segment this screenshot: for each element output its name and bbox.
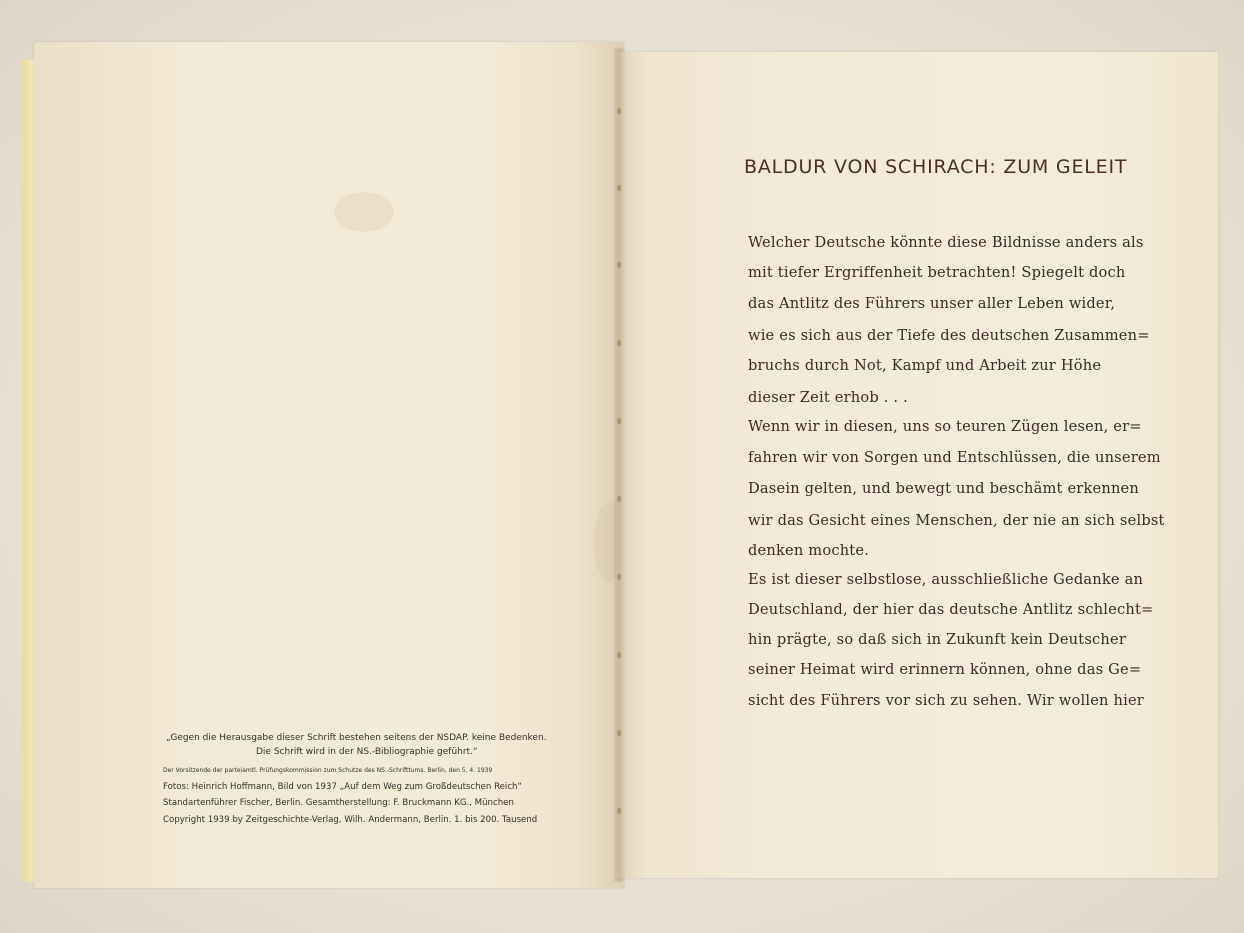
text-line: fahren wir von Sorgen und Entschlüssen, die unserem: [748, 449, 1161, 466]
text-line: Wenn wir in diesen, uns so teuren Zügen lesen, er=: [748, 418, 1142, 435]
text-line: hin prägte, so daß sich in Zukunft kein Deutscher: [748, 631, 1127, 648]
imprint-copyright: Copyright 1939 by Zeitgeschichte-Verlag, Wilh. Andermann, Berlin. 1. bis 200. Tausend: [163, 815, 538, 825]
text-line: wir das Gesicht eines Menschen, der nie an sich selbst: [748, 512, 1165, 529]
binding-stitch: [617, 185, 621, 191]
binding-stitch: [617, 418, 621, 424]
binding-stitch: [617, 340, 621, 346]
imprint-statement: „Gegen die Herausgabe dieser Schrift bestehen seitens der NSDAP. keine Bedenken.: [166, 733, 547, 743]
text-line: das Antlitz des Führers unser aller Leben wider,: [748, 295, 1116, 312]
imprint-credit: Standartenführer Fischer, Berlin. Gesamtherstellung: F. Bruckmann KG., München: [163, 798, 514, 808]
text-line: Welcher Deutsche könnte diese Bildnisse anders als: [748, 234, 1144, 251]
text-line: dieser Zeit erhob . . .: [748, 389, 908, 406]
imprint-commission: Der Vorsitzende der parteiamtl. Prüfungskommission zum Schutze des NS.-Schrifttums. Berlin, den 5. 4. 1939: [163, 767, 493, 774]
binding-stitch: [617, 262, 621, 268]
text-line: Deutschland, der hier das deutsche Antlitz schlecht=: [748, 601, 1154, 618]
left-page: [34, 42, 624, 888]
paper-stain: [334, 192, 394, 232]
binding-stitch: [617, 108, 621, 114]
binding-stitch: [617, 652, 621, 658]
binding-stitch: [617, 730, 621, 736]
text-line: denken mochte.: [748, 542, 870, 559]
book-gutter: [612, 48, 626, 882]
text-line: bruchs durch Not, Kampf und Arbeit zur Höhe: [748, 357, 1102, 374]
text-line: seiner Heimat wird erinnern können, ohne das Ge=: [748, 661, 1142, 678]
text-line: wie es sich aus der Tiefe des deutschen Zusammen=: [748, 327, 1150, 344]
text-line: mit tiefer Ergriffenheit betrachten! Spiegelt doch: [748, 264, 1126, 281]
page-title: BALDUR VON SCHIRACH: ZUM GELEIT: [744, 156, 1128, 178]
binding-stitch: [617, 808, 621, 814]
binding-stitch: [617, 574, 621, 580]
text-line: sicht des Führers vor sich zu sehen. Wir wollen hier: [748, 692, 1144, 709]
text-line: Dasein gelten, und bewegt und beschämt erkennen: [748, 480, 1139, 497]
text-line: Es ist dieser selbstlose, ausschließliche Gedanke an: [748, 571, 1144, 588]
imprint-credit: Fotos: Heinrich Hoffmann, Bild von 1937 „Auf dem Weg zum Großdeutschen Reich“: [163, 782, 522, 792]
imprint-statement: Die Schrift wird in der NS.-Bibliographie geführt.“: [256, 747, 478, 757]
binding-stitch: [617, 496, 621, 502]
